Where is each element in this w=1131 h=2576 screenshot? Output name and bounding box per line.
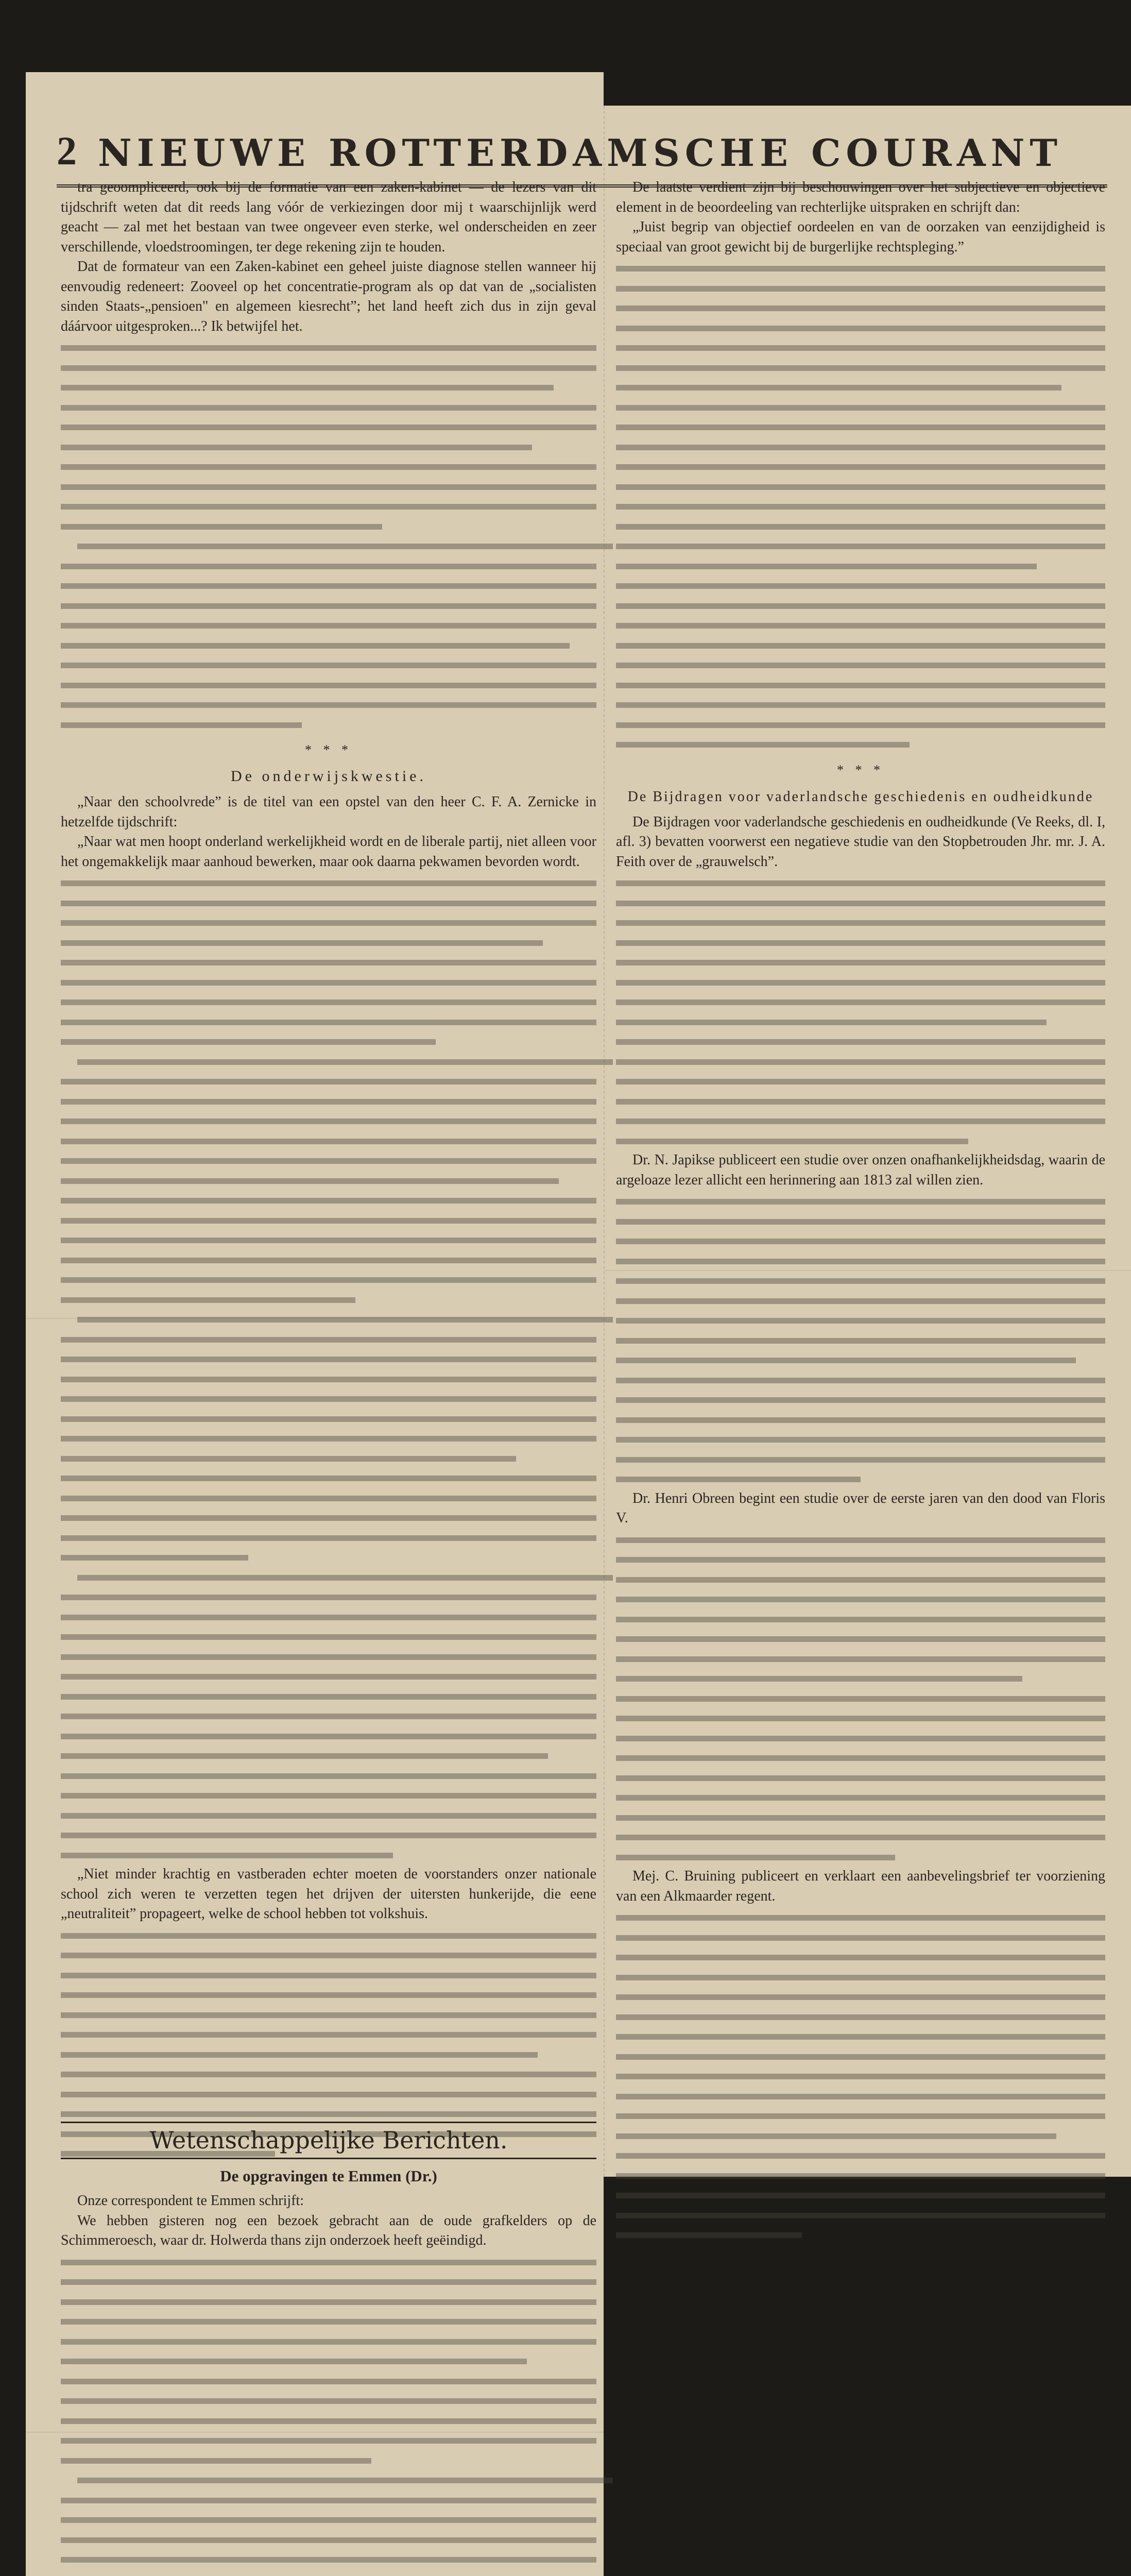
section-title: De onderwijskwestie. [231,767,426,785]
paragraph: „Naar wat men hoopt onderland werkelijkheid wordt en de liberale partij, niet alleen voor het ongemakkelijk maar aanhoud bewerken, maar ook daarna pekwamen bevorden wordt. [61,834,596,870]
page-number: 2 [57,128,77,173]
article-headline: De opgravingen te Emmen (Dr.) [220,2166,437,2185]
text-block [616,873,1105,1150]
article-column-left-lower [61,2112,596,2576]
article-headline: De Bijdragen voor vaderlandsche geschiedenis en oudheidkunde [627,789,1094,805]
paragraph: tra geoompliceerd, ook bij de formatie van een zaken-kabinet — de lezers van dit tijdschrift weten dat dit reeds lang vóór de verkiezingen door mij t waarschijnlijk werd geacht — zal met het bestaan van twee ongeveer even sterke, wel onderscheiden en zeer verschillende, vloedstroomingen, ter dege rekening zijn te houden. [61,179,596,255]
text-block [616,1530,1105,1867]
text-block [61,873,596,1865]
paragraph: De Bijdragen voor vaderlandsche geschiedenis en oudheidkunde (Ve Reeks, dl. I, afl. 3) bevatten voorwerst een negatieve studie van den Stopbetrouden Jhr. mr. J. A. Feith over de „grauwelsch”. [616,814,1105,870]
section-separator: * * * [837,762,884,777]
article-column-left [61,178,596,2163]
newspaper-title: NIEUWE ROTTERDAMSCHE COURANT [98,131,1063,175]
text-block [61,337,596,734]
paragraph: Mej. C. Bruining publiceert en verklaart een aanbevelingsbrief ter voorziening van een Alkmaarder regent. [616,1868,1105,1904]
paragraph: Dr. N. Japikse publiceert een studie over onzen onafhankelijkheidsdag, waarin de argeloaze lezer allicht een herinnering aan 1813 zal willen zien. [616,1152,1105,1188]
section-separator: * * * [305,742,352,757]
paragraph: Dat de formateur van een Zaken-kabinet een geheel juiste diagnose stellen wanneer hij eenvoudig redeneert: Zooveel op het concentratie-program als op dat van de „socialisten sinden Staats-„pensioen" en algemeen kiesrecht”; het land heeft zich dus in zijn geval dáárvoor uitgesproken...? Ik betwijfel het. [61,259,596,334]
paragraph: Onze correspondent te Emmen schrijft: [77,2193,304,2209]
paragraph: Dr. Henri Obreen begint een studie over de eerste jaren van den dood van Floris V. [616,1490,1105,1526]
paragraph: „Juist begrip van objectief oordeelen en van de oorzaken van eenzijdigheid is speciaal van groot gewicht bij de burgerlijke rechtspleging.” [616,219,1105,255]
text-block [61,2252,596,2576]
paragraph: We hebben gisteren nog een bezoek gebracht aan de oude grafkelders op de Schimmeroesch, waar dr. Holwerda thans zijn onderzoek heeft geëindigd. [61,2212,596,2248]
text-block [616,258,1105,754]
text-block [616,1191,1105,1489]
article-column-right [616,178,1105,2245]
text-block [616,1907,1105,2245]
paragraph: „Naar den schoolvrede” is de titel van een opstel van den heer C. F. A. Zernicke in hetzelfde tijdschrift: [61,794,596,830]
section-banner: Wetenschappelijke Berichten. [61,2122,596,2159]
paragraph: De laatste verdient zijn bij beschouwingen over het subjectieve en objectieve element in de beoordeeling van rechterlijke uitspraken en schrijft dan: [616,179,1105,215]
paragraph: „Niet minder krachtig en vastberaden echter moeten de voorstanders onzer nationale school zich weren te verzetten tegen het drijven der uitersten hunkerijde, die eene „neutraliteit” propageert, welke de school hebben tot volkshuis. [61,1866,596,1922]
